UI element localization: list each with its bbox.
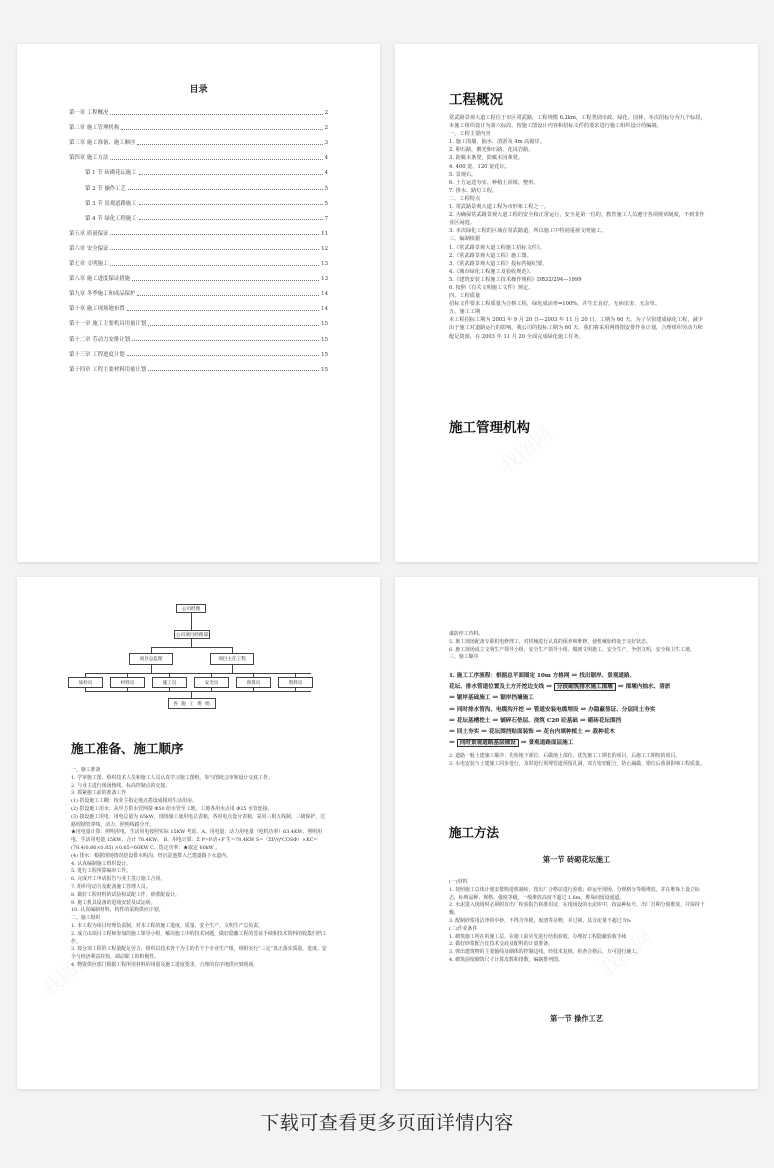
paragraph: (3) 接设施工用电：用电总量为 65kW，现场施工使用电总表箱，各用电点设分表箱，采用三相五线制，三级保护，过路埋钢管穿线，动力、照明线路分开。 xyxy=(71,813,326,828)
paragraph: (1) 搭设施工工棚：按业主指定地点搭设成相用生活用房。 xyxy=(71,798,197,805)
paragraph: 8. 做好工程材料的试验和试配工作，砂浆配设计。 xyxy=(71,891,180,898)
paragraph: 2. 为确保常武路景观大道工程的安全和正常运行，安全是第一位的，教育施工人员遵守各项规章制度，不到非作业区闲逛。 xyxy=(449,212,705,227)
paragraph: 一、施工准备 xyxy=(71,767,101,773)
paragraph: 招标文件要求工程质量为合格工程，绿化成活率=100%，并生长良好，无病虫害、无杂草。 xyxy=(449,301,661,308)
toc-leader-dots xyxy=(139,204,323,205)
paragraph: 3. 弹出建筑物的主要轴线及砌体的控制边线，经技术复核，检查合格后，方可进行施工。 xyxy=(449,949,642,956)
org-box-chief-engineer: 项目主任工程 xyxy=(210,653,254,665)
arrow-right-icon: ⇒ xyxy=(492,715,499,724)
org-box-company-manager: 公司经理 xyxy=(176,604,206,613)
flow-line xyxy=(449,671,714,682)
org-box-staff: 预算员 xyxy=(236,677,271,688)
paragraph: ★用电量计算：照明用电、生活用电按照实际 15KW 考虑，A、用电量：动力用电量（电机功率）63.4KW，照明用电、生活用电量 15KW，合计 78.4KW。 B、用电计算：Σ P=P动+P 生=78.4KW S=（ΣP/η*COSΦ）×KC=(78.4/0.86×0.85) ×0.65=60KW C、选定功率：★取定 60kW 。 xyxy=(71,829,323,851)
toc-entry[interactable] xyxy=(69,131,328,146)
toc-entry[interactable] xyxy=(69,101,328,116)
toc-entry-page: 11 xyxy=(321,230,328,237)
toc-list xyxy=(69,101,328,373)
preparation-body xyxy=(71,767,328,970)
toc-leader-dots xyxy=(110,234,319,235)
paragraph: 5. 施工现场配备专职机电修理工，对机械进行认真的保养和维修，使机械始终处于完好状态。 xyxy=(449,638,651,645)
toc-entry-page: 5 xyxy=(324,185,328,192)
sequence-body xyxy=(449,631,706,662)
sequence-notes xyxy=(449,753,706,769)
toc-entry[interactable] xyxy=(69,146,328,161)
flow-step: 办隐蔽签证、分层回土夯实 xyxy=(588,706,656,713)
toc-entry-label: 第八章 施工进度保证措施 xyxy=(69,276,131,283)
paragraph: 3. 抓紧施工前的准备工作 xyxy=(71,790,127,797)
paragraph: 2. 卵石路，鹅光卵石路、花岗岩路。 xyxy=(449,147,534,154)
paragraph: 1. 常武路景观大道工程为市形象工程之一。 xyxy=(449,204,549,211)
paragraph: 三、编制依据 xyxy=(449,236,481,243)
flow-line xyxy=(449,738,714,749)
toc-leader-dots xyxy=(137,144,322,145)
paragraph: (2) 搭设施工用水：从甲方供水管网接 Φ50 给水管至工地，工地各用水点用 Φ25 水管连接。 xyxy=(71,805,273,812)
paragraph: 4. 认真编制施工组织设计。 xyxy=(71,860,132,867)
toc-entry[interactable] xyxy=(69,297,328,312)
toc-leader-dots xyxy=(121,129,322,130)
flow-step: 管道安装电缆埋设 xyxy=(533,706,579,713)
arrow-right-icon: ⇒ xyxy=(481,727,488,736)
arrow-right-icon: ⇒ xyxy=(449,704,455,713)
toc-entry[interactable] xyxy=(69,207,328,222)
section-heading-overview: 工程概况 xyxy=(449,92,503,108)
paragraph: 三、施工顺序 xyxy=(449,654,479,661)
flow-step: 回土夯实 xyxy=(456,729,480,736)
arrow-right-icon: ⇒ xyxy=(525,704,532,713)
org-line xyxy=(85,691,311,692)
paragraph: 本工程招标工期为 2003 年 9 月 20 日—2003 年 11 月 20 日，工期为 60 天。为了尽快建成绿化工程，减少由于施工对道路运行的影响，我公司的投标工期为 60 天。我们将采用网络图安排作业计划，合理组织劳动力和配足资源，在 2003 年 11 月 20 全面完成绿化施工任务。 xyxy=(449,317,703,340)
paragraph: 1. 本工程为项目经理负责制，对本工程的施工进度、质量、安全生产、文明生产总负责。 xyxy=(71,922,264,929)
toc-entry-label: 第六章 安全保证 xyxy=(69,245,109,252)
toc-entry-page: 15 xyxy=(321,336,328,343)
toc-leader-dots xyxy=(148,370,319,371)
toc-entry-label: 第十二章 劳动力安排计划 xyxy=(69,336,131,343)
paragraph: 5.《建筑安装工程施工技术操作规程》DB32/294—1999 xyxy=(449,276,582,283)
section-heading-methods: 施工方法 xyxy=(449,825,500,840)
toc-entry-page: 3 xyxy=(324,140,328,147)
paragraph: (4) 排水：根据现场情况挖设排水明沟，经沉淀池排入已建道路下水道内。 xyxy=(71,852,232,859)
toc-leader-dots xyxy=(128,189,323,190)
paragraph: (二)作业条件 xyxy=(449,925,478,932)
org-box-staff: 材料员 xyxy=(110,677,145,688)
paragraph: 3. 配制砂浆用洁净的中砂，不得含草根，废渣等杂物，并过筛，其含泥量不超过 5% xyxy=(449,917,631,924)
paragraph: 3. 防腐木条凳，防腐木园条凳。 xyxy=(449,155,524,162)
org-box-staff: 质检员 xyxy=(68,677,103,688)
org-box-construction-team: 各 施 工 班 组 xyxy=(168,698,216,709)
toc-leader-dots xyxy=(139,174,323,175)
toc-entry-page: 4 xyxy=(324,170,328,177)
toc-entry-label: 第五章 质量保证 xyxy=(69,230,109,237)
arrow-right-icon: ⇒ xyxy=(535,727,542,736)
paragraph: 2.《常武路景观大道工程》施工图。 xyxy=(449,252,532,259)
paragraph: 5. 景观石。 xyxy=(449,171,477,178)
toc-entry-page: 15 xyxy=(321,351,328,358)
toc-leader-dots xyxy=(110,265,319,266)
paragraph: 2. 成立由项目工程师参加的施工领导小组，解决施工中的技术问题，做好隐蔽工程的签证手续和技术资料的收集归档工作。 xyxy=(71,930,327,945)
org-box-staff: 安全员 xyxy=(194,677,229,688)
toc-entry-label: 第 3 节 景观道路施工 xyxy=(85,200,137,207)
flow-step-boxed: 同时景观道路基层铺设 xyxy=(457,739,519,747)
arrow-right-icon: ⇒ xyxy=(546,682,552,691)
document-page-methods xyxy=(395,577,758,1089)
flow-step: 栽种花木 xyxy=(592,729,615,736)
paragraph: 3. 水电安装与土建施工同步进行，及时进行预埋管道预留孔洞，双方密切配合，防止漏做，错位后凿洞影响工程质量。 xyxy=(449,760,705,767)
toc-leader-dots xyxy=(139,219,323,220)
paragraph: 3. 按分项工程的工程量配足劳力，组织以技术骨干为主的若干个专业生产组，班组实行“三定”真正落实质量、进度、安全与经济利益挂钩，调动职工的积极性。 xyxy=(71,946,327,961)
paragraph: 6. 土方运送夯实、种植土回填、整形。 xyxy=(449,179,539,186)
paragraph: 9. 施工机具设备的进场安装及试运转。 xyxy=(71,899,156,906)
paragraph: 谋防停工待料。 xyxy=(449,631,484,637)
arrow-right-icon: ⇒ xyxy=(449,738,455,747)
process-flow xyxy=(449,671,714,749)
arrow-right-icon: ⇒ xyxy=(571,671,578,679)
paragraph: 4.《城市绿化工程施工及验收规范》。 xyxy=(449,268,535,275)
toc-entry[interactable] xyxy=(69,222,328,237)
flow-step: 花台内填种植土 xyxy=(543,729,583,736)
toc-leader-dots xyxy=(132,280,319,281)
section-heading-preparation: 施工准备、施工顺序 xyxy=(71,741,184,756)
section-title-brick-flowerbed: 第一节 砖砌花坛施工 xyxy=(542,855,611,864)
toc-entry-page: 7 xyxy=(324,215,328,222)
toc-entry-page: 15 xyxy=(321,321,328,328)
org-line xyxy=(191,639,192,647)
arrow-right-icon: ⇒ xyxy=(584,727,591,736)
toc-leader-dots xyxy=(127,355,320,356)
toc-entry-page: 4 xyxy=(324,155,328,162)
org-line xyxy=(191,691,192,698)
toc-entry-label: 第十三章 工程进度计划 xyxy=(69,351,125,358)
flow-step: 锯岸基础施工 xyxy=(456,695,491,702)
flow-line xyxy=(449,705,714,716)
paragraph: 6. 按照《有关文明施工文件》规定。 xyxy=(449,284,534,291)
toc-leader-dots xyxy=(148,325,319,326)
toc-entry[interactable] xyxy=(69,176,328,191)
toc-entry[interactable] xyxy=(69,282,328,297)
flow-step: 花坛基槽挖土 xyxy=(456,717,491,724)
flow-step: 景观道路面层施工 xyxy=(528,740,574,747)
toc-entry[interactable] xyxy=(69,327,328,342)
toc-entry-label: 第十四章 工程主要材料用量计划 xyxy=(69,366,147,373)
flow-line xyxy=(449,682,714,693)
toc-entry-page: 14 xyxy=(321,306,328,313)
arrow-right-icon: ⇒ xyxy=(579,715,586,724)
flow-step: 同时排水管沟、电缆沟开挖 xyxy=(456,706,524,713)
paragraph: 1. 砌筑施工所在的施工层，在施工前应先进行结构验收，办理好工程隐蔽验收手续 xyxy=(449,933,627,940)
flow-step-boxed: 分段砌筑排水施工围堰 xyxy=(554,683,616,691)
download-more-caption[interactable]: 下载可查看更多页面详情内容 xyxy=(260,1112,514,1134)
flow-step: 找出锯岸、景观道路、 xyxy=(579,673,636,679)
paragraph: 1. 按照施工总体计划安排购进机制砖，按出厂合格证进行验收；砖运至现场，分规格分等级堆放，并在堆垛上设立标志，标明品种、规格、强度等级，一般堆放高度不超过 1.6m，堆垛间留设通道。 xyxy=(449,886,700,901)
flow-step: 围堰内抽水、清淤 xyxy=(625,684,671,691)
arrow-right-icon: ⇒ xyxy=(492,693,499,702)
flow-line xyxy=(449,693,714,704)
toc-entry-page: 2 xyxy=(324,110,328,117)
paragraph: 2. 做好砂浆配合比技术交底及配料的计量准备。 xyxy=(449,941,554,948)
overview-body xyxy=(449,114,706,341)
toc-leader-dots xyxy=(110,114,322,115)
paragraph: 五、施工工期 xyxy=(449,309,481,316)
org-chart xyxy=(17,577,380,727)
toc-entry-label: 第三章 施工准备、施工顺序 xyxy=(69,140,136,147)
toc-title: 目录 xyxy=(189,85,208,95)
toc-entry-page: 12 xyxy=(321,245,328,252)
toc-entry-label: 第十一章 施工主要机具用量计划 xyxy=(69,321,147,328)
toc-entry[interactable] xyxy=(69,161,328,176)
paragraph: 4. 砌筑前按砌筑尺寸计算皮数和排数，编制排列图。 xyxy=(449,956,563,963)
org-line xyxy=(232,665,233,673)
paragraph: 10. 认真编制材料、构件的采购供应计划。 xyxy=(71,907,164,914)
section-title-operation: 第一节 操作工艺 xyxy=(550,1014,603,1023)
toc-entry-label: 第九章 冬季施工和成品保护 xyxy=(69,291,136,298)
toc-entry-label: 第七章 文明施工 xyxy=(69,261,109,268)
document-page-preparation xyxy=(17,577,380,1089)
org-box-staff: 施工员 xyxy=(152,677,187,688)
toc-entry[interactable] xyxy=(69,267,328,282)
section-heading-management: 施工管理机构 xyxy=(449,420,530,436)
arrow-right-icon: ⇒ xyxy=(580,704,587,713)
arrow-right-icon: ⇒ xyxy=(449,693,455,702)
toc-leader-dots xyxy=(110,249,319,250)
toc-entry-page: 13 xyxy=(321,276,328,283)
org-box-staff: 资料员 xyxy=(278,677,313,688)
org-box-project-dept: 公司项目经理部 xyxy=(174,630,210,639)
arrow-right-icon: ⇒ xyxy=(449,715,455,724)
toc-entry[interactable] xyxy=(69,192,328,207)
paragraph: 3.《常武路景观大道工程》投标答疑纪要。 xyxy=(449,260,548,267)
paragraph: 3. 本次绿化工程的区域在常武路道，所以施工中特别重视文明施工。 xyxy=(449,228,607,235)
toc-leader-dots xyxy=(110,159,322,160)
paragraph: 一、工程主要内容 xyxy=(449,131,491,138)
toc-entry-label: 第二章 施工管理机构 xyxy=(69,125,120,132)
toc-entry-label: 第一章 工程概况 xyxy=(69,110,109,117)
toc-entry[interactable] xyxy=(69,116,328,131)
org-line xyxy=(151,647,232,648)
paragraph: 6. 完成开工申请报告与业主签订施工合同。 xyxy=(71,876,166,883)
org-box-chief-supervisor: 项目总监理 xyxy=(129,653,173,665)
document-page-toc xyxy=(17,44,380,562)
flow-step: 花坛、排水管道位置及土方开挖边支线 xyxy=(449,684,545,691)
paragraph: 1. 施工围墙、抽水、清淤及 4m 高锯岸。 xyxy=(449,139,545,146)
paragraph: 4. 物资供应部门根据工程所用材料的用量及施工进度要求，合理的有序地供应到现场， xyxy=(71,961,259,968)
paragraph: 7. 排水、路灯工程。 xyxy=(449,187,498,194)
flow-step: 砌砖花坛围挡 xyxy=(587,717,622,724)
paragraph: 四、工程质量 xyxy=(449,293,481,300)
paragraph: 二、施工组织 xyxy=(71,915,101,922)
arrow-right-icon: ⇒ xyxy=(449,727,455,736)
toc-entry[interactable] xyxy=(69,237,328,252)
paragraph: 4. 400 宽、120 宽花坛。 xyxy=(449,163,510,170)
paragraph: 2. 道路一般土建施工顺序：先检地下部位，后做地上部位，优先施工工期长的项目，后施工工期短的项目。 xyxy=(449,753,681,759)
org-line xyxy=(85,673,311,674)
paragraph: 二、工程特点 xyxy=(449,195,481,202)
toc-entry[interactable] xyxy=(69,252,328,267)
toc-entry-page: 2 xyxy=(324,125,328,132)
toc-entry[interactable] xyxy=(69,312,328,327)
toc-entry-label: 第四章 施工方法 xyxy=(69,155,109,162)
toc-entry-label: 第 2 节 操作工艺 xyxy=(85,185,126,192)
paragraph: 7. 组织劳动力及配备施工管理人员。 xyxy=(71,883,151,890)
toc-entry-label: 第 4 节 绿化工程施工 xyxy=(85,215,137,222)
flow-step: 花坛围挡贴面装饰 xyxy=(489,729,534,736)
toc-entry-page: 5 xyxy=(324,200,328,207)
flow-intro: 1. 施工工序流程：根据总平面图定 10m 方格网 xyxy=(449,673,570,679)
org-line xyxy=(191,613,192,630)
paragraph: (一)材料 xyxy=(449,879,468,885)
flow-line xyxy=(449,727,714,738)
arrow-right-icon: ⇒ xyxy=(617,682,624,691)
flow-step: 锯岸挡墙施工 xyxy=(500,695,534,702)
paragraph: 5. 进行工程预算编审工作。 xyxy=(71,868,132,875)
arrow-right-icon: ⇒ xyxy=(520,738,527,747)
paragraph: 1.《常武路景观大道工程施工招标文件》。 xyxy=(449,244,545,251)
toc-leader-dots xyxy=(127,310,320,311)
toc-leader-dots xyxy=(132,340,319,341)
paragraph: 2. 与业主进行现场核线，标高控制点的交接。 xyxy=(71,782,171,789)
paragraph: 1. 学审施工图，组织技术人员和施工人员认真学习施工图纸，参与图纸会审和设计交底工作。 xyxy=(71,774,273,781)
paragraph: 6. 施工现场成立文明生产领导小组、安全生产领导小组，做到文明施工，安全生产，争创文明，安全和卫生工地。 xyxy=(449,646,695,653)
toc-entry[interactable] xyxy=(69,343,328,358)
paragraph: 2. 水泥进入现场时必须附有出厂检验报告和准用证，在现场设的水泥库中，按品种标号、出厂日期分别堆放，并保持干燥。 xyxy=(449,902,705,917)
flow-step: 铺碎石垫层、浇筑 C20 砼基础 xyxy=(500,717,578,724)
toc-entry[interactable] xyxy=(69,358,328,373)
paragraph: 常武路景观大道工程位于市区常武路，工程规模 6.2km，工程类别市政、绿化、园林，本次招标分为九个标段，本施工组织设计为第六标段，按施工图设计内容和招标文件的要求进行施工组织设计的编制。 xyxy=(449,115,706,130)
flow-line xyxy=(449,716,714,727)
toc-leader-dots xyxy=(137,295,319,296)
toc-entry-label: 第十章 施工现场地布置 xyxy=(69,306,125,313)
brick-flowerbed-body xyxy=(449,879,706,965)
toc-entry-page: 14 xyxy=(321,291,328,298)
toc-entry-page: 15 xyxy=(321,366,328,373)
org-line xyxy=(151,665,152,673)
toc-entry-label: 第 1 节 砖砌花坛施工 xyxy=(85,170,137,177)
toc-entry-page: 13 xyxy=(321,261,328,268)
document-page-overview xyxy=(395,44,758,562)
